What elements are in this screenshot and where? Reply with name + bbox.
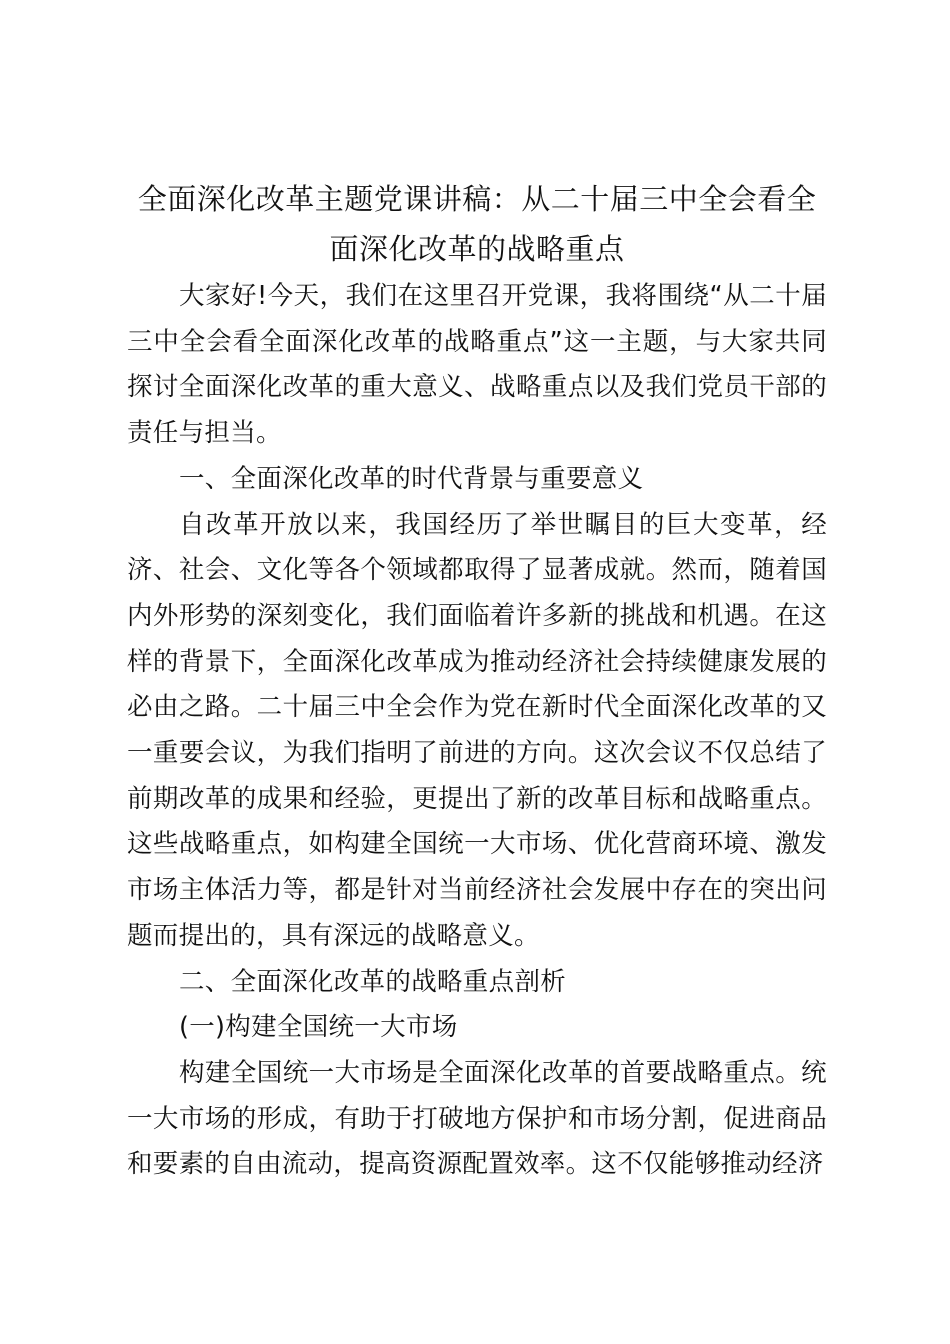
document-body (127, 174, 827, 1188)
subsection-heading-1: (一)构建全国统一大市场 (179, 1012, 458, 1043)
intro-paragraph: 大家好!今天，我们在这里召开党课，我将围绕“从二十届三中全会看全面深化改革的战略重点”这一主题，与大家共同探讨全面深化改革的重大意义、战略重点以及我们党员干部的责任与担当。 (127, 281, 827, 449)
section-heading-2: 二、全面深化改革的战略重点剖析 (179, 966, 567, 997)
subsection-1-paragraph: 构建全国统一大市场是全面深化改革的首要战略重点。统一大市场的形成，有助于打破地方保护和市场分割，促进商品和要素的自由流动，提高资源配置效率。这不仅能够推动经济 (127, 1057, 827, 1180)
section-1-paragraph: 自改革开放以来，我国经历了举世瞩目的巨大变革，经济、社会、文化等各个领域都取得了显著成就。然而，随着国内外形势的深刻变化，我们面临着许多新的挑战和机遇。在这样的背景下，全面深化改革成为推动经济社会持续健康发展的必由之路。二十届三中全会作为党在新时代全面深化改革的又一重要会议，为我们指明了前进的方向。这次会议不仅总结了前期改革的成果和经验，更提出了新的改革目标和战略重点。这些战略重点，如构建全国统一大市场、优化营商环境、激发市场主体活力等，都是针对当前经济社会发展中存在的突出问题而提出的，具有深远的战略意义。 (127, 509, 827, 951)
section-heading-1: 一、全面深化改革的时代背景与重要意义 (179, 463, 644, 494)
document-title: 全面深化改革主题党课讲稿：从二十届三中全会看全面深化改革的战略重点 (137, 182, 817, 266)
